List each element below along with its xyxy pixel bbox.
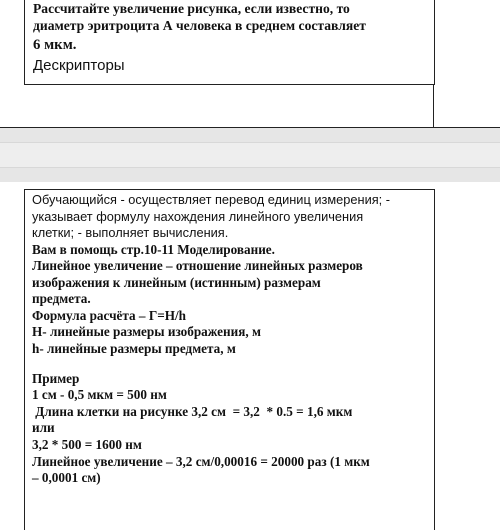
descriptor-table-row: [0, 85, 500, 128]
definition-line-1: Линейное увеличение – отношение линейных размеров: [32, 258, 363, 274]
task-line-1: Рассчитайте увеличение рисунка, если известно, то: [33, 1, 350, 16]
help-reference: Вам в помощь стр.10-11 Моделирование.: [32, 241, 275, 257]
task-text-block: [33, 0, 428, 75]
task-line-2: диаметр эритроцита А человека в среднем составляет: [33, 18, 366, 33]
page-separator: [0, 128, 500, 182]
definition-line-3: предмета.: [32, 291, 91, 307]
example-title: Пример: [32, 370, 80, 386]
example-line-5: Линейное увеличение – 3,2 см/0,00016 = 20000 раз (1 мкм: [32, 453, 370, 469]
bottom-page-fragment: [0, 182, 500, 513]
top-page-fragment: [0, 0, 500, 128]
descriptor-line-3: клетки; - выполняет вычисления.: [32, 225, 229, 240]
formula-h-line: h- линейные размеры предмета, м: [32, 341, 236, 357]
formula-H-line: H- линейные размеры изображения, м: [32, 324, 261, 340]
descriptors-label: Дескрипторы: [33, 57, 125, 74]
example-line-1: 1 см - 0,5 мкм = 500 нм: [32, 387, 167, 403]
example-line-2: Длина клетки на рисунке 3,2 см = 3,2 * 0.5 = 1,6 мкм: [32, 403, 353, 419]
definition-line-2: изображения к линейным (истинным) размерам: [32, 274, 321, 290]
paragraph-spacer: [32, 358, 428, 371]
formula-line: Формула расчёта – Г=H/h: [32, 307, 186, 323]
task-value: 6 мкм.: [33, 37, 77, 53]
descriptor-line-2: указывает формулу нахождения линейного увеличения: [32, 208, 364, 224]
descriptor-text-block: [32, 192, 428, 487]
table-column-divider: [433, 85, 434, 127]
page-separator-band: [0, 142, 500, 168]
example-line-3: или: [32, 420, 55, 436]
example-line-6: – 0,0001 см): [32, 470, 101, 486]
descriptor-line-1: Обучающийся - осуществляет перевод единиц измерения; -: [32, 192, 391, 207]
example-line-4: 3,2 * 500 = 1600 нм: [32, 437, 142, 453]
